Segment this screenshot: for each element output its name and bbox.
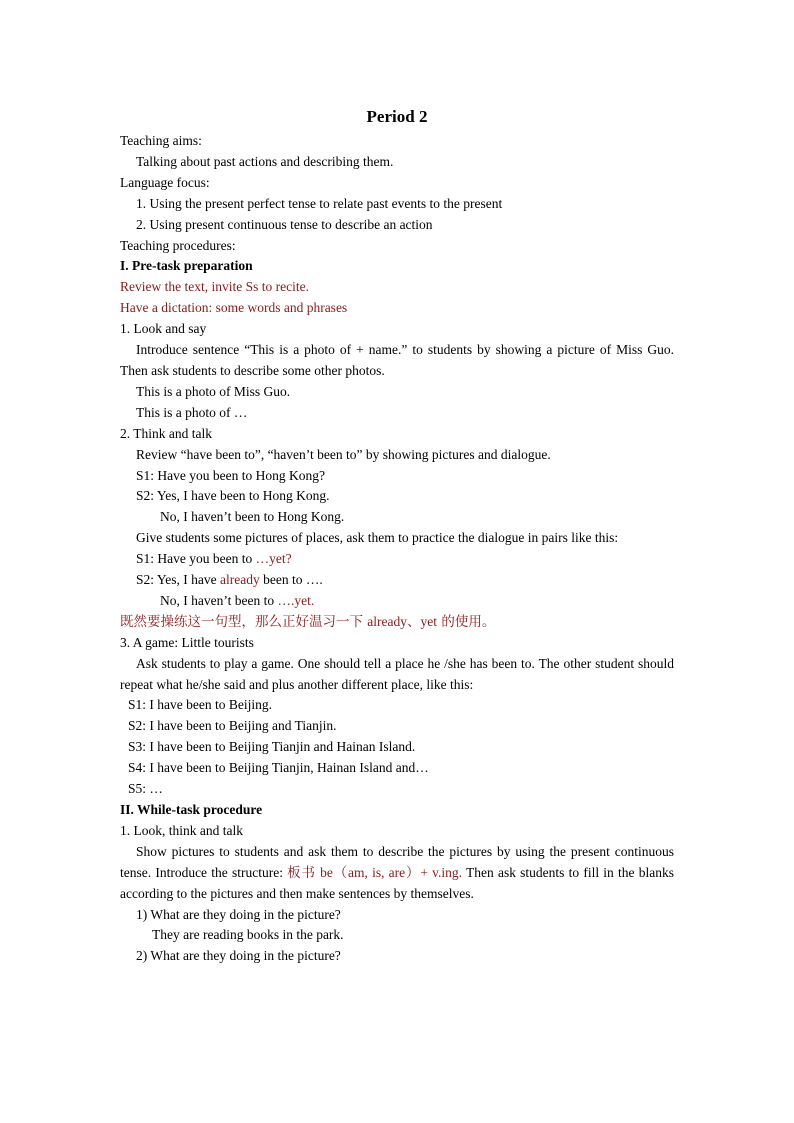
section1-heading: I. Pre-task preparation <box>120 258 253 274</box>
focus-item: 2. Using present continuous tense to describe an action <box>136 216 433 232</box>
aims-heading: Teaching aims: <box>120 133 202 148</box>
dialogue-text: No, I haven’t been to <box>160 592 278 608</box>
procedures-heading: Teaching procedures: <box>120 237 236 253</box>
chinese-note-en: already <box>367 613 408 629</box>
game-line: S5: … <box>128 781 163 797</box>
chinese-note-text: 既然要操练这一句型，那么正好温习一下 <box>120 613 368 630</box>
look-think-intro <box>120 842 674 905</box>
intro-text: Then ask students to fill in the blanks according to the pictures and then make sentences by themselves. <box>120 864 674 901</box>
dialogue-highlight: …yet? <box>255 551 292 567</box>
review-line: Review the text, invite Ss to recite. <box>120 279 309 295</box>
look-say-heading: 1. Look and say <box>120 321 207 337</box>
think-talk-heading: 2. Think and talk <box>120 425 212 441</box>
game-heading: 3. A game: Little tourists <box>120 634 254 650</box>
document-page <box>120 106 674 967</box>
dialogue-line <box>120 549 674 570</box>
focus-item: 1. Using the present perfect tense to relate past events to the present <box>136 195 503 211</box>
dialogue-text: S2: Yes, I have <box>136 572 221 588</box>
game-line: S1: I have been to Beijing. <box>128 697 272 713</box>
answer-line: They are reading books in the park. <box>152 927 344 943</box>
game-line: S2: I have been to Beijing and Tianjin. <box>128 718 337 734</box>
think-talk-give: Give students some pictures of places, ask them to practice the dialogue in pairs like this: <box>136 530 619 546</box>
dialogue-text: been to …. <box>259 572 323 588</box>
dialogue-line <box>120 570 674 591</box>
chinese-note-text: 、 <box>407 613 421 630</box>
dialogue-text: S1: Have you been to <box>136 551 256 567</box>
example-line: This is a photo of Miss Guo. <box>136 383 291 399</box>
dialogue-highlight: ….yet. <box>277 592 315 608</box>
question-line: 2) What are they doing in the picture? <box>136 948 341 964</box>
intro-text: Show pictures to students and ask them to describe the pictures by using the present continuous tense. Introduce the structure: <box>120 843 674 880</box>
question-line: 1) What are they doing in the picture? <box>136 906 341 922</box>
chinese-note-en: yet <box>420 613 438 629</box>
chinese-note-text: 的使用。 <box>437 613 496 630</box>
dictation-line: Have a dictation: some words and phrases <box>120 300 348 316</box>
section2-heading: II. While-task procedure <box>120 802 263 817</box>
aims-text: Talking about past actions and describing them. <box>136 153 394 169</box>
intro-highlight: 板书 be（am, is, are）+ v.ing. <box>287 864 463 880</box>
game-intro: Ask students to play a game. One should tell a place he /she has been to. The other student should repeat what he/she said and plus another different place, like this: <box>120 655 674 692</box>
game-line: S4: I have been to Beijing Tianjin, Hainan Island and… <box>128 760 429 776</box>
dialogue-highlight: already <box>220 572 260 588</box>
dialogue-line <box>120 591 674 612</box>
look-say-intro: Introduce sentence “This is a photo of + name.” to students by showing a picture of Miss Guo. Then ask students to describe some other photos. <box>120 342 674 378</box>
focus-heading: Language focus: <box>120 174 210 190</box>
page-title: Period 2 <box>366 107 428 126</box>
dialogue-line: No, I haven’t been to Hong Kong. <box>160 509 345 525</box>
dialogue-line: S1: Have you been to Hong Kong? <box>136 467 325 483</box>
think-talk-review: Review “have been to”, “haven’t been to” by showing pictures and dialogue. <box>136 446 551 462</box>
example-line: This is a photo of … <box>136 404 248 420</box>
look-think-heading: 1. Look, think and talk <box>120 822 243 838</box>
game-line: S3: I have been to Beijing Tianjin and Hainan Island. <box>128 739 416 755</box>
chinese-note <box>120 612 674 633</box>
dialogue-line: S2: Yes, I have been to Hong Kong. <box>136 488 330 504</box>
